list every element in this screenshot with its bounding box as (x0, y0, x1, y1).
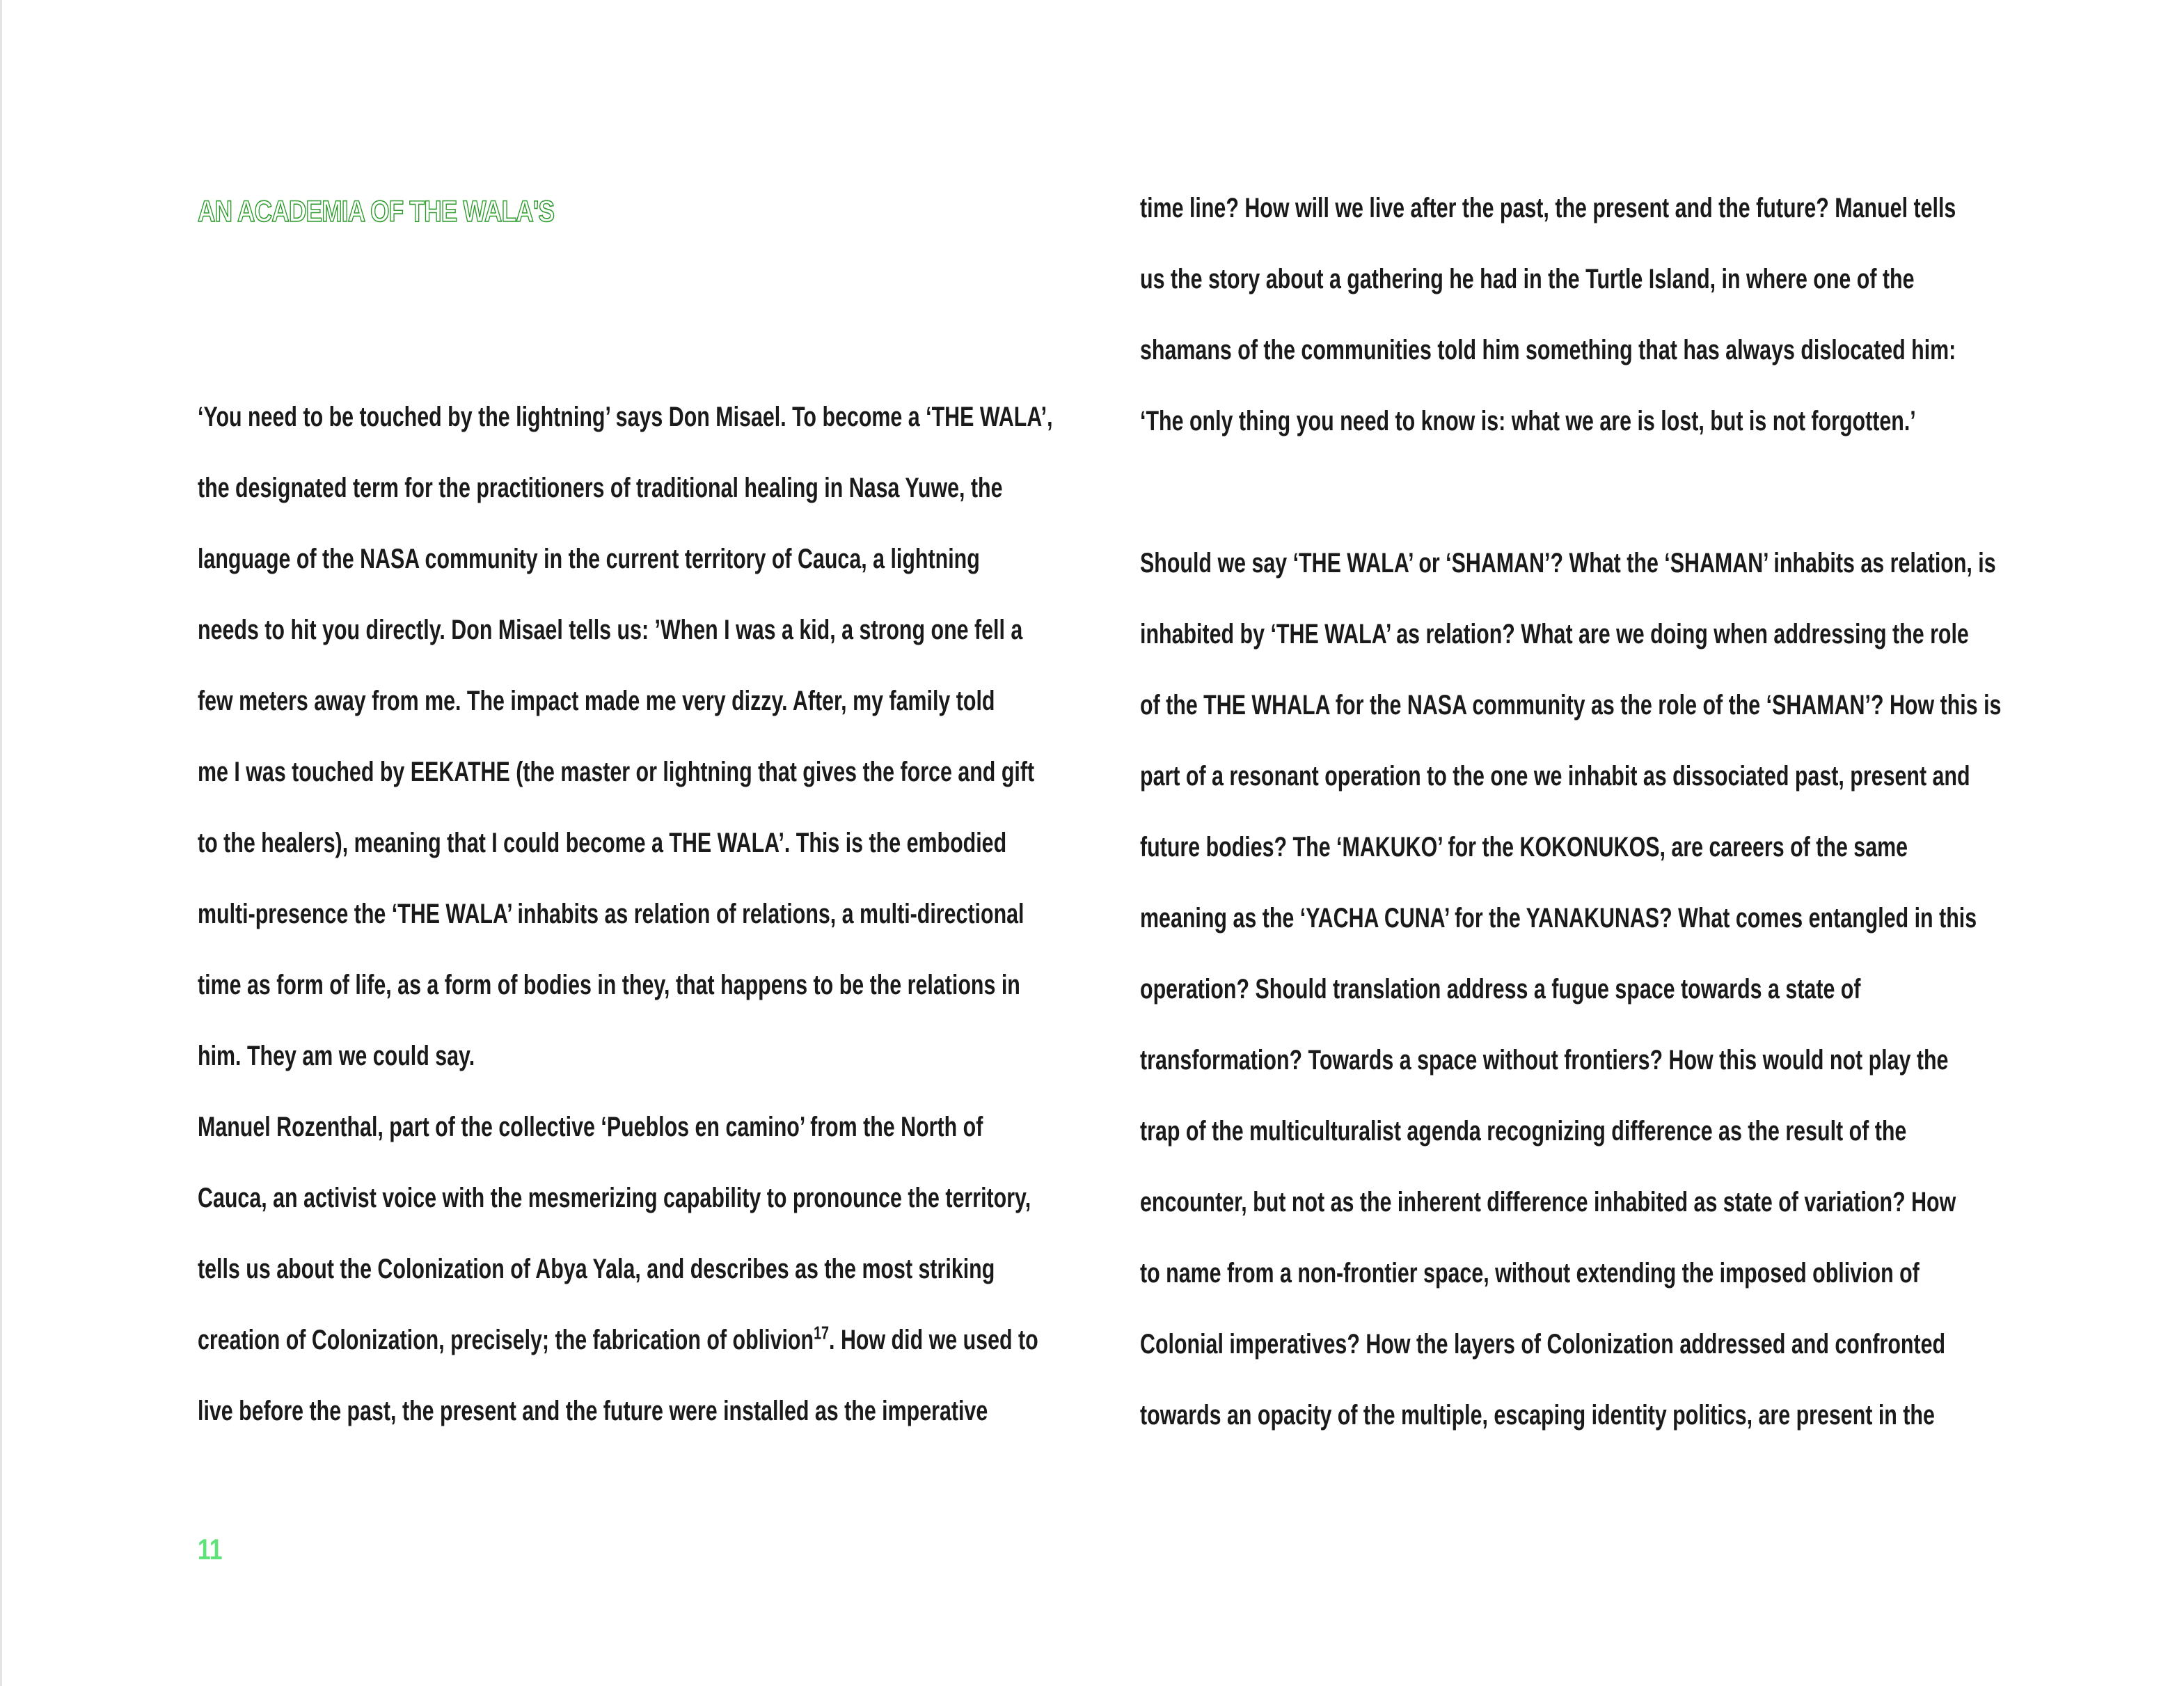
body-line: multi-presence the ‘THE WALA’ inhabits as relation of relations, a multi-directional (198, 899, 1024, 929)
body-line: ‘The only thing you need to know is: what we are is lost, but is not forgotten.’ (1140, 406, 1916, 436)
body-line: trap of the multiculturalist agenda recognizing difference as the result of the (1140, 1116, 1907, 1147)
body-line: encounter, but not as the inherent difference inhabited as state of variation? How (1140, 1187, 1956, 1218)
body-line: time as form of life, as a form of bodies in they, that happens to be the relations in (198, 970, 1020, 1000)
body-line: few meters away from me. The impact made me very dizzy. After, my family told (198, 686, 995, 716)
body-line-with-footnote (198, 1305, 1038, 1376)
body-line: operation? Should translation address a fugue space towards a state of (1140, 974, 1861, 1004)
body-line: of the THE WHALA for the NASA community as the role of the ‘SHAMAN’? How this is (1140, 690, 2002, 720)
body-line: Colonial imperatives? How the layers of Colonization addressed and confronted (1140, 1329, 1946, 1360)
left-column (198, 381, 1061, 1447)
footnote-reference[interactable]: 17 (814, 1322, 830, 1344)
body-line: shamans of the communities told him something that has always dislocated him: (1140, 335, 1956, 365)
page-edge (0, 0, 2, 1686)
page-number: 11 (198, 1533, 223, 1566)
footnote-line-after: . How did we used to (829, 1325, 1038, 1355)
body-line: tells us about the Colonization of Abya Yala, and describes as the most striking (198, 1254, 995, 1284)
body-line: needs to hit you directly. Don Misael tells us: ’When I was a kid, a strong one fell a (198, 615, 1023, 645)
body-line: to name from a non-frontier space, without extending the imposed oblivion of (1140, 1258, 1920, 1289)
paragraph-gap (1140, 457, 2003, 528)
right-column (1140, 173, 2003, 1451)
body-line: Cauca, an activist voice with the mesmerizing capability to pronounce the territory, (198, 1183, 1031, 1213)
body-line: language of the NASA community in the current territory of Cauca, a lightning (198, 544, 980, 574)
body-line: Should we say ‘THE WALA’ or ‘SHAMAN’? What the ‘SHAMAN’ inhabits as relation, is (1140, 548, 1996, 578)
footnote-line-before: creation of Colonization, precisely; the fabrication of oblivion (198, 1325, 814, 1355)
section-heading: AN ACADEMIA OF THE WALA'S (198, 195, 555, 228)
body-line: part of a resonant operation to the one we inhabit as dissociated past, present and (1140, 761, 1970, 791)
body-line: the designated term for the practitioners of traditional healing in Nasa Yuwe, the (198, 473, 1003, 503)
body-line: Manuel Rozenthal, part of the collective ‘Pueblos en camino’ from the North of (198, 1112, 983, 1142)
body-line: him. They am we could say. (198, 1041, 475, 1071)
body-line: inhabited by ‘THE WALA’ as relation? What are we doing when addressing the role (1140, 619, 1969, 649)
body-line: transformation? Towards a space without frontiers? How this would not play the (1140, 1045, 1949, 1076)
body-line: time line? How will we live after the past, the present and the future? Manuel tells (1140, 193, 1956, 223)
body-line: future bodies? The ‘MAKUKO’ for the KOKONUKOS, are careers of the same (1140, 832, 1908, 862)
body-line: towards an opacity of the multiple, escaping identity politics, are present in the (1140, 1400, 1935, 1431)
body-line: ‘You need to be touched by the lightning’ says Don Misael. To become a ‘THE WALA’, (198, 402, 1053, 432)
body-line: live before the past, the present and the future were installed as the imperative (198, 1396, 988, 1426)
body-line: meaning as the ‘YACHA CUNA’ for the YANAKUNAS? What comes entangled in this (1140, 903, 1977, 933)
body-line: us the story about a gathering he had in the Turtle Island, in where one of the (1140, 264, 1915, 294)
body-line: to the healers), meaning that I could become a THE WALA’. This is the embodied (198, 828, 1007, 858)
body-line: me I was touched by EEKATHE (the master or lightning that gives the force and gift (198, 757, 1035, 787)
